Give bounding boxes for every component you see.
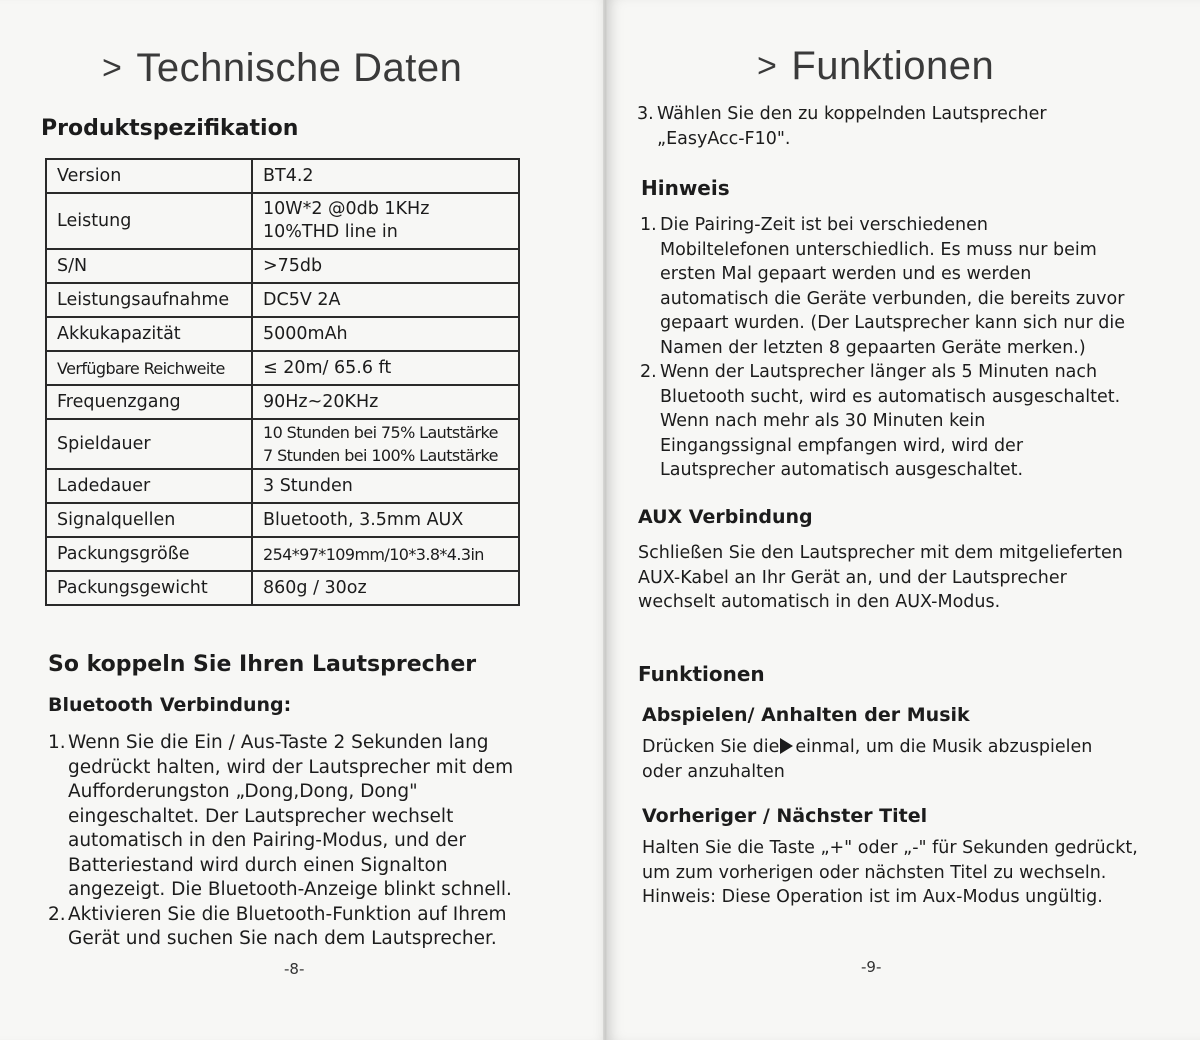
page-number-right: -9-	[861, 958, 882, 976]
chevron-right-icon: >	[757, 47, 778, 85]
spec-row	[46, 385, 519, 419]
spec-value	[252, 351, 519, 385]
text-line: wechselt automatisch in den AUX-Modus.	[638, 592, 1001, 612]
play-text-before: Drücken Sie die	[642, 737, 780, 757]
list-item	[637, 102, 1177, 151]
spec-row	[46, 159, 519, 193]
play-text	[642, 735, 1187, 784]
list-line: Wenn Sie die Ein / Aus-Taste 2 Sekunden lang	[68, 732, 489, 753]
list-number: 2.	[640, 362, 657, 382]
spec-value-line: 90Hz~20KHz	[263, 391, 379, 412]
list-line: Bluetooth sucht, wird es automatisch ausgeschaltet.	[660, 386, 1121, 407]
spec-row	[46, 419, 519, 469]
spec-key: Verfügbare Reichweite	[46, 351, 252, 385]
spec-value	[252, 385, 519, 419]
section-title-left	[102, 46, 462, 91]
list-line: Wenn nach mehr als 30 Minuten kein	[660, 411, 986, 431]
bluetooth-heading: Bluetooth Verbindung:	[48, 694, 292, 716]
spec-value	[252, 283, 519, 317]
list-line: Eingangssignal empfangen wird, wird der	[660, 435, 1024, 456]
spec-value-line: 5000mAh	[263, 323, 348, 344]
hint-list	[640, 213, 1185, 483]
spec-value-line: 254*97*109mm/10*3.8*4.3in	[263, 544, 484, 564]
spec-key: Spieldauer	[46, 419, 252, 469]
spec-value-line: 3 Stunden	[263, 475, 353, 496]
spec-value-line: Bluetooth, 3.5mm AUX	[263, 509, 464, 530]
aux-heading: AUX Verbindung	[638, 506, 813, 528]
list-line: automatisch in den Pairing-Modus, und der	[68, 830, 466, 851]
spec-value	[252, 419, 519, 469]
spec-value-line: ≤ 20m/ 65.6 ft	[263, 357, 392, 378]
spec-value	[252, 159, 519, 193]
spec-value-line: 7 Stunden bei 100% Lautstärke	[263, 446, 498, 465]
play-heading: Abspielen/ Anhalten der Musik	[642, 704, 970, 726]
hint-heading: Hinweis	[641, 176, 730, 200]
aux-text	[638, 541, 1183, 615]
spec-value-line: DC5V 2A	[263, 289, 341, 310]
list-item	[640, 360, 1185, 483]
spec-row	[46, 351, 519, 385]
spec-key: Version	[46, 159, 252, 193]
list-line: ersten Mal gepaart werden und es werden	[660, 264, 1032, 284]
list-line: angezeigt. Die Bluetooth-Anzeige blinkt schnell.	[68, 879, 512, 900]
track-heading: Vorheriger / Nächster Titel	[642, 805, 928, 827]
list-number: 2.	[48, 903, 66, 925]
spec-row	[46, 193, 519, 249]
list-line: Die Pairing-Zeit ist bei verschiedenen	[660, 215, 988, 235]
spec-value-line: >75db	[263, 255, 323, 276]
spec-heading: Produktspezifikation	[41, 116, 299, 141]
spec-key: Packungsgröße	[46, 537, 252, 571]
bluetooth-steps	[48, 731, 598, 952]
list-line: Mobiltelefonen unterschiedlich. Es muss nur beim	[660, 239, 1097, 260]
play-text-line2: oder anzuhalten	[642, 761, 785, 782]
track-text	[642, 836, 1194, 910]
list-line: Aufforderungston „Dong,Dong, Dong"	[68, 781, 418, 802]
spec-value	[252, 503, 519, 537]
spec-key: S/N	[46, 249, 252, 283]
list-line: Namen der letzten 8 gepaarten Geräte merken.)	[660, 337, 1086, 358]
section-title-text: Funktionen	[791, 44, 995, 88]
spec-key: Packungsgewicht	[46, 571, 252, 605]
play-icon	[780, 738, 793, 754]
list-number: 1.	[640, 215, 657, 235]
play-text-after: einmal, um die Musik abzuspielen	[795, 737, 1093, 757]
spec-key: Signalquellen	[46, 503, 252, 537]
spec-value	[252, 469, 519, 503]
spec-row	[46, 283, 519, 317]
spec-key: Leistungsaufnahme	[46, 283, 252, 317]
pair-heading: So koppeln Sie Ihren Lautsprecher	[48, 652, 477, 677]
spec-row	[46, 537, 519, 571]
spec-value	[252, 249, 519, 283]
list-item	[640, 213, 1185, 360]
text-line: Halten Sie die Taste „+" oder „-" für Sekunden gedrückt,	[642, 838, 1138, 858]
spec-table	[45, 158, 520, 606]
section-title-right	[757, 44, 994, 89]
list-line: automatisch die Geräte verbunden, die bereits zuvor	[660, 288, 1125, 309]
chevron-right-icon: >	[102, 49, 123, 87]
spec-key: Frequenzgang	[46, 385, 252, 419]
text-line: um zum vorherigen oder nächsten Titel zu wechseln.	[642, 862, 1107, 883]
spec-value-line: BT4.2	[263, 165, 314, 186]
page-number-left: -8-	[284, 960, 305, 978]
list-line: Batteriestand wird durch einen Signalton	[68, 854, 448, 876]
list-item	[48, 903, 598, 952]
functions-heading: Funktionen	[638, 662, 765, 686]
spec-value	[252, 571, 519, 605]
list-line: Wenn der Lautsprecher länger als 5 Minuten nach	[660, 362, 1098, 382]
spec-row	[46, 503, 519, 537]
spec-value	[252, 537, 519, 571]
spec-value	[252, 317, 519, 351]
spec-row	[46, 571, 519, 605]
section-title-text: Technische Daten	[136, 46, 463, 90]
list-line: Aktivieren Sie die Bluetooth-Funktion auf Ihrem	[68, 903, 507, 925]
text-line: Hinweis: Diese Operation ist im Aux-Modus ungültig.	[642, 887, 1103, 907]
list-number: 1.	[48, 732, 66, 753]
spec-value-line: 10 Stunden bei 75% Lautstärke	[263, 423, 498, 442]
list-line: „EasyAcc-F10".	[657, 128, 791, 149]
list-line: Gerät und suchen Sie nach dem Lautsprecher.	[68, 928, 497, 949]
list-item	[48, 731, 598, 903]
list-line: gepaart wurden. (Der Lautsprecher kann sich nur die	[660, 313, 1125, 333]
text-line: Schließen Sie den Lautsprecher mit dem mitgelieferten	[638, 543, 1123, 563]
right-page	[607, 0, 1200, 1040]
spec-value-line: 10%THD line in	[263, 222, 398, 242]
spec-value-line: 860g / 30oz	[263, 577, 367, 598]
list-line: eingeschaltet. Der Lautsprecher wechselt	[68, 805, 454, 827]
list-line: Lautsprecher automatisch ausgeschaltet.	[660, 460, 1024, 480]
spec-key: Ladedauer	[46, 469, 252, 503]
text-line: AUX-Kabel an Ihr Gerät an, und der Lautsprecher	[638, 567, 1067, 588]
spec-row	[46, 469, 519, 503]
spec-key: Leistung	[46, 193, 252, 249]
list-line: Wählen Sie den zu koppelnden Lautsprecher	[657, 104, 1047, 124]
list-line: gedrückt halten, wird der Lautsprecher mit dem	[68, 756, 514, 778]
pairing-step-3	[637, 102, 1177, 151]
list-number: 3.	[637, 104, 654, 124]
spec-row	[46, 317, 519, 351]
spec-value	[252, 193, 519, 249]
spec-key: Akkukapazität	[46, 317, 252, 351]
spec-row	[46, 249, 519, 283]
spec-value-line: 10W*2 @0db 1KHz	[263, 199, 430, 219]
